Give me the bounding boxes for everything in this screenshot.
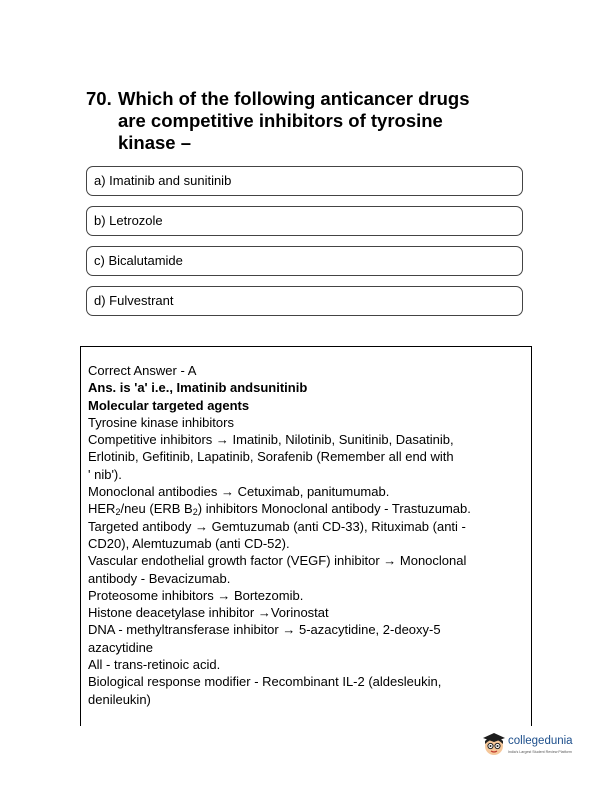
answer-explanation (80, 346, 532, 726)
graduate-mascot-icon (481, 731, 507, 757)
question (86, 88, 526, 154)
explanation-line: Proteosome inhibitors → Bortezomib. (88, 587, 304, 603)
subscript-2: 2 (192, 507, 198, 518)
explanation-line: All - trans-retinoic acid. (88, 657, 221, 673)
trastuzumab-text: ) inhibitors Monoclonal antibody - Trastuzumab. (197, 501, 471, 517)
explanation-line: Vascular endothelial growth factor (VEGF) inhibitor → Monoclonal (88, 553, 467, 569)
explanation-line: antibody - Bevacizumab. (88, 570, 231, 586)
section-heading: Molecular targeted agents (88, 397, 250, 413)
subscript-2: 2 (115, 507, 121, 518)
explanation-line: Biological response modifier - Recombinant IL-2 (aldesleukin, (88, 674, 442, 690)
option-b[interactable]: b) Letrozole (86, 206, 523, 236)
collegedunia-logo (481, 731, 581, 761)
explanation-line: azacytidine (88, 639, 154, 655)
explanation-line: DNA - methyltransferase inhibitor → 5-azacytidine, 2-deoxy-5 (88, 622, 441, 638)
question-line-3: kinase – (118, 132, 192, 153)
option-a[interactable]: a) Imatinib and sunitinib (86, 166, 523, 196)
question-line-1: Which of the following anticancer drugs (118, 88, 470, 109)
explanation-line: Competitive inhibitors → Imatinib, Nilotinib, Sunitinib, Dasatinib, (88, 432, 454, 448)
explanation-line: Monoclonal antibodies → Cetuximab, panitumumab. (88, 484, 390, 500)
explanation-line: Erlotinib, Gefitinib, Lapatinib, Sorafenib (Remember all end with (88, 449, 454, 465)
explanation-line-her2 (88, 500, 531, 517)
explanation-line: Histone deacetylase inhibitor →Vorinostat (88, 605, 329, 621)
correct-answer: Correct Answer - A (88, 363, 197, 378)
explanation-line: Targeted antibody → Gemtuzumab (anti CD-33), Rituximab (anti - (88, 518, 466, 534)
explanation-line: ' nib'). (88, 466, 122, 482)
explanation-line: CD20), Alemtuzumab (anti CD-52). (88, 535, 290, 551)
option-d[interactable]: d) Fulvestrant (86, 286, 523, 316)
brand-name: collegedunia (508, 735, 573, 747)
option-c[interactable]: c) Bicalutamide (86, 246, 523, 276)
explanation-line: denileukin) (88, 691, 151, 707)
erb-text: /neu (ERB B (120, 501, 193, 517)
brand-tagline: India's Largest Student Review Platform (508, 750, 572, 754)
explanation-line: Tyrosine kinase inhibitors (88, 414, 234, 430)
question-line-2: are competitive inhibitors of tyrosine (118, 110, 443, 131)
answer-line: Ans. is 'a' i.e., Imatinib andsunitinib (88, 380, 308, 396)
her-text: HER (88, 501, 116, 517)
question-number: 70. (86, 88, 112, 109)
